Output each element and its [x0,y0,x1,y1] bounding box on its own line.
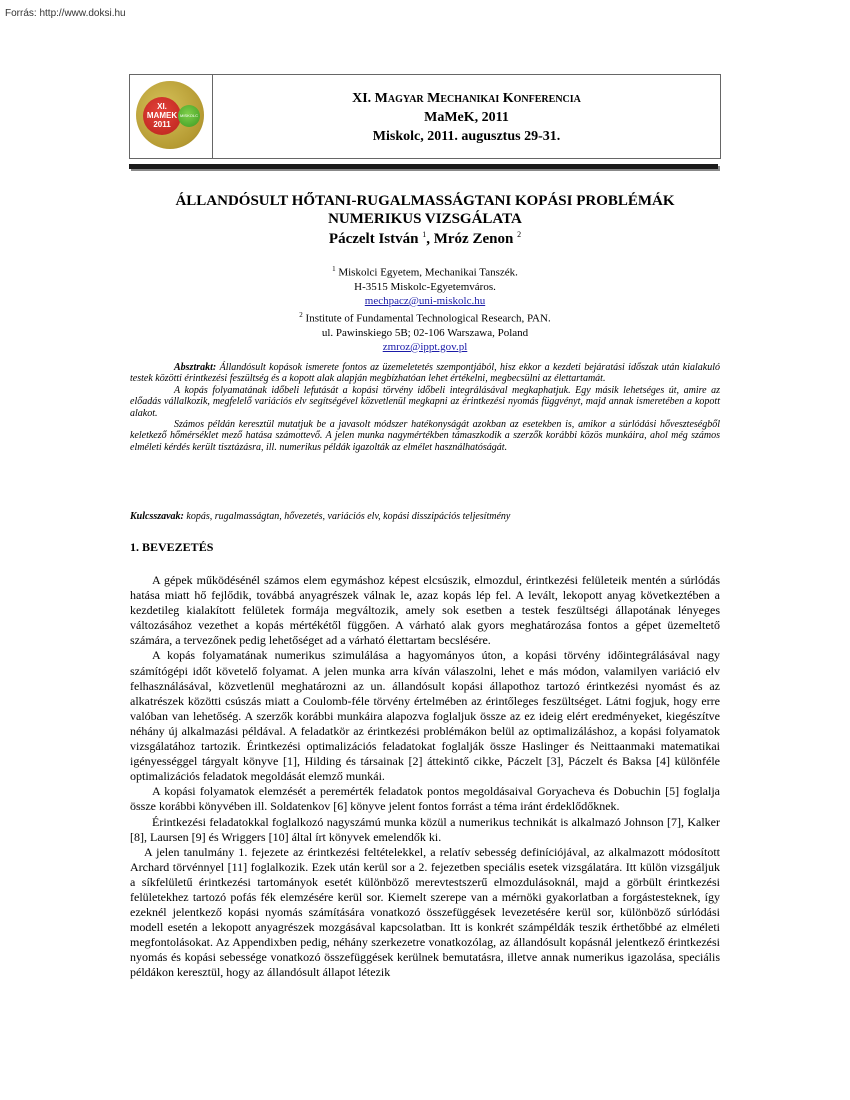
affil-1-line-2: H-3515 Miskolc-Egyetemváros. [354,280,496,293]
affiliation-1 [0,262,850,308]
conference-name-text: XI. Magyar Mechanikai Konferencia [352,91,581,106]
body-paragraph: A jelen tanulmány 1. fejezete az érintkezési feltételekkel, a relatív sebesség definíciójával, az alkalmazott módosított Archard törvénnyel [11] foglalkozik. Ezek után kerül sor a 2. fejezetben speciális esetek vizsgálatára. Itt külön vizsgáljuk a síkfelületű érintkezési tartományok esetét különböző merevtestszerű elmozdulásoknál, majd a görbült érintkezési felületekhez tartozó pofás fék elemzésére kerül sor. Kiemelt szerepe van a mérnöki gyakorlatban a forgástesteknek, így ezeknél jelentkező kopási nyomás számítására vonatkozó összefüggések levezetésére kerül sor, különböző súrlódási modell esetén a lekopott anyagrészek mozgásával kapcsolatban. Itt is konkrét számpéldák teszik érthetőbbé az elméleti megfontolásokat. Az Appendixben pedig, néhány szerkezetre vonatkozólag, az állandósult kopásnál jelentkező érintkezési nyomás és kopási sebessége vonatkozó összefüggések kerülnek bemutatásra, illetve annak numerikus igazolása, speciális példákon keresztül, hogy az állandósult állapot létezik [130,844,720,980]
abstract-p1: Állandósult kopások ismerete fontos az üzemeletetés szempontjából, hisz ekkor a kezdeti bejáratási időszak után kialakuló testek közötti érintkezési feszültség és a kopott alak alapján megbízhatóan lehet értékelni, megbecsülni az élettartamát. [130,362,720,385]
abstract-label: Absztrakt: [174,362,217,373]
section-heading: 1. BEVEZETÉS [130,540,214,554]
source-url: Forrás: http://www.doksi.hu [5,8,126,19]
affiliation-2 [0,308,850,354]
body-text [130,573,720,981]
affil-2-sup: 2 [299,311,303,319]
logo-green-badge: MISKOLC [178,105,200,127]
conference-info [213,75,720,158]
mamek-logo [136,81,204,149]
keywords [130,511,720,522]
author-2-sup: 2 [517,230,522,239]
author-2: Mróz Zenon [433,231,514,247]
abstract-p2: A kopás folyamatának időbeli lefutását a kopási törvény időbeli integrálásával megkaphatjuk. Egy másik lehetséges út, amire az előadás vállalkozik, megfelelő variációs elv segítségével közvetlenül megkapni az érintkezési nyomás függvényt, majd annak ismeretében a kopott alakot. [130,384,720,419]
authors [0,230,850,248]
author-1-sup: 1 [422,230,427,239]
body-paragraph: Érintkezési feladatokkal foglalkozó nagyszámú munka közül a numerikus technikát is alkalmazó Johnson [7], Kalker [8], Laursen [9] és Wriggers [10] által írt könyvek emelendők ki. [130,814,720,844]
logo-cell [130,75,213,158]
conference-name [213,89,720,108]
abstract-p3: Számos példán keresztül mutatjuk be a javasolt módszer hatékonyságát azokban az esetekben is, amikor a súrlódási hőveszteségből keletkező hőmérséklet mező hatása számottevő. A jelen munka nagymértékben támaszkodik a szerzők korábbi közös munkáira, ahol még számos elméleti kérdés került tisztázásra, ill. numerikus példák igazolták az elmélet használhatóságát. [130,419,720,453]
author-1: Páczelt István [328,231,419,247]
body-paragraph: A kopási folyamatok elemzését a peremérték feladatok pontos megoldásaival Goryacheva és Dobuchin [5] foglalja össze korábbi könyvében ill. Soldatenkov [6] könyve jelent fontos forrást a téma iránt érdeklődőknek. [130,784,720,814]
logo-red-badge [143,97,181,135]
logo-text-top: XI. [157,102,167,111]
affil-2-email-link[interactable]: zmroz@ippt.gov.pl [382,340,468,353]
title-line-2: NUMERIKUS VIZSGÁLATA [328,211,522,227]
conference-abbrev: MaMeK, 2011 [424,110,509,125]
header-rule [129,164,718,169]
logo-text-year: 2011 [153,120,171,129]
affil-1-sup: 1 [332,265,336,273]
affil-1-email-link[interactable]: mechpacz@uni-miskolc.hu [364,294,486,307]
keywords-text: kopás, rugalmasságtan, hővezetés, variációs elv, kopási disszipációs teljesítmény [183,511,511,522]
body-paragraph: A gépek működésénél számos elem egymáshoz képest elcsúszik, elmozdul, érintkezési felületeik mentén a súrlódás hatása miatt hő fejlődik, továbbá anyagrészek válnak le, azaz kopás lép fel. A levált, lekopott anyag következtében a kezdetileg kialakított felületek formája megváltozik, amely sok esetben a testek feszültségi állapotának lényeges változásához vezethet a kopás mértékétől függően. A várható alak gyors meghatározása fontos a gépet üzemeltető számára, a tervezőnek pedig lehetőséget ad a várható élettartam becslésére. [130,573,720,648]
affil-2-line-2: ul. Pawinskiego 5B; 02-106 Warszawa, Poland [321,326,529,339]
conference-header [129,74,721,159]
keywords-label: Kulcsszavak: [130,511,184,522]
affil-2-line-1: Institute of Fundamental Technological Research, PAN. [302,312,551,325]
author-sep: , [426,231,434,247]
body-paragraph: A kopás folyamatának numerikus szimulálása a hagyományos úton, a kopási törvény időintegrálásával nagy számítógépi időt követelő folyamat. A jelen munka arra kíván válaszolni, lehet e más módon, valamilyen variáció elv felhasználásával, közvetlenül meghatározni az un. állandósult kopási állapothoz tartozó érintkezési nyomást és az alkatrészek közötti csúszás miatt a Coulomb-féle törvény értelmében az érintőleges feszültséget. Látni fogjuk, hogy erre valóban van lehetőség. A szerzők korábbi munkáira alapozva foglaljuk össze az ez ideig elért eredményeket, kiegészítve néhány új alkalmazási példával. A feladatkör az érintkezési problémákon belül az optimalizáláshoz, a kopási folyamatok vizsgálatához tartozik. Érintkezési optimalizációs feladatokat foglalják össze Haslinger és Neittaanmaki matematikai igényességgel tárgyalt könyve [1], Hilding és társainak [2] áttekintő cikke, Páczelt [3], Páczelt és Baksa [4] különféle optimalizációs feladatok megoldását elemző munkái. [130,648,720,784]
title-line-1: ÁLLANDÓSULT HŐTANI-RUGALMASSÁGTANI KOPÁSI PROBLÉMÁK [175,193,675,209]
affil-1-line-1: Miskolci Egyetem, Mechanikai Tanszék. [335,266,518,279]
logo-text-mid: MAMEK [146,111,178,120]
paper-title [0,192,850,228]
abstract [130,362,720,453]
conference-date: Miskolc, 2011. augusztus 29-31. [372,129,561,144]
